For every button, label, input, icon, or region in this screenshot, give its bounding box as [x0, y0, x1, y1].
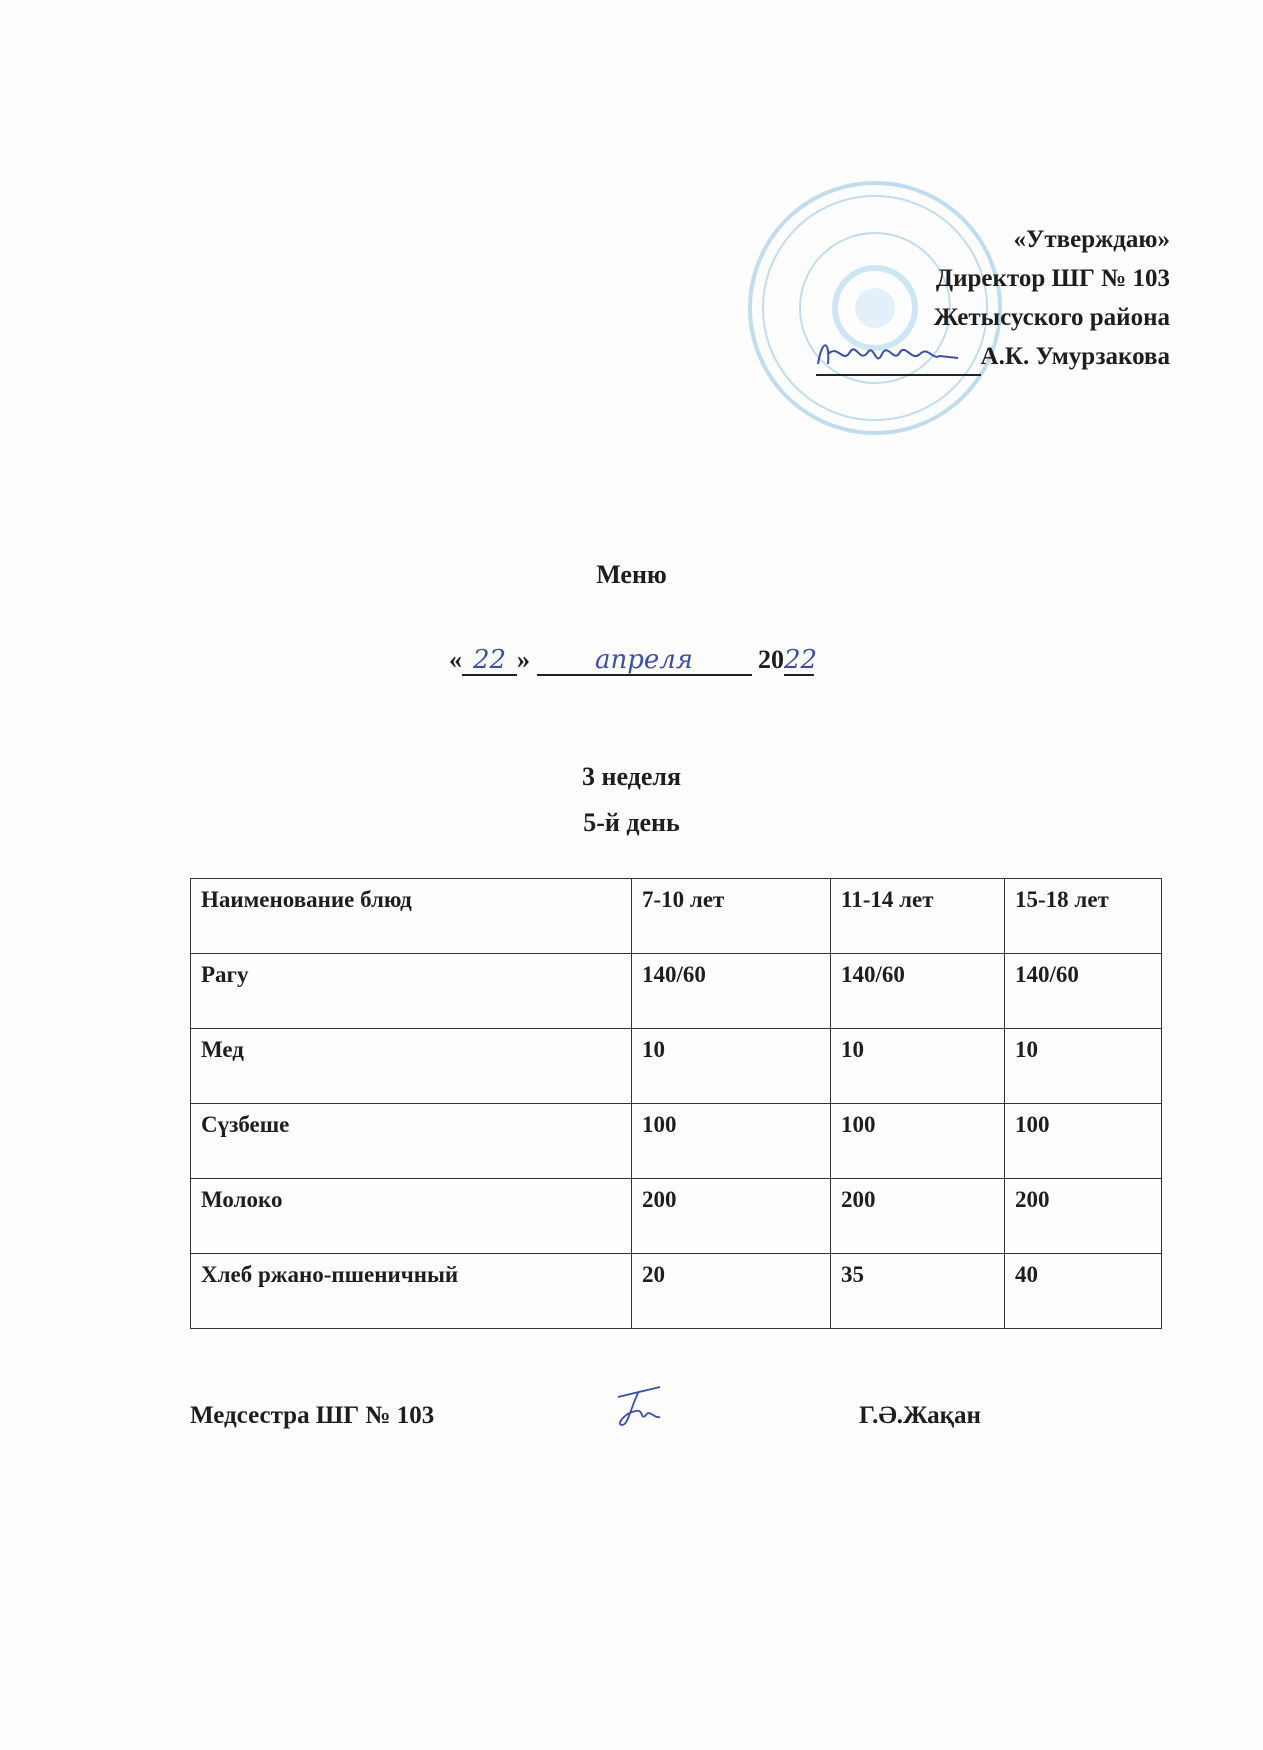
- week-label: 3 неделя: [581, 762, 682, 791]
- table-row: [191, 1029, 1162, 1104]
- portion: 100: [1005, 1104, 1162, 1179]
- district: Жетысуского района: [933, 304, 1170, 331]
- dish-name: Молоко: [191, 1179, 632, 1254]
- portion: 20: [632, 1254, 831, 1329]
- portion: 140/60: [1005, 954, 1162, 1029]
- date-day: 22: [462, 646, 517, 676]
- header-age-11-14: 11-14 лет: [831, 879, 1005, 954]
- year-prefix: 20: [758, 645, 784, 674]
- portion: 10: [831, 1029, 1005, 1104]
- table-row: [191, 1254, 1162, 1329]
- dish-name: Мед: [191, 1029, 632, 1104]
- portion: 10: [1005, 1029, 1162, 1104]
- table-row: [191, 954, 1162, 1029]
- date-line: « 22 » апреля 2022: [449, 645, 818, 675]
- approval-block: [816, 220, 1170, 376]
- director-signature-line: [816, 337, 1170, 376]
- director-signature: [816, 346, 981, 376]
- table-header-row: [191, 879, 1162, 954]
- nurse-position: Медсестра ШГ № 103: [190, 1402, 435, 1429]
- portion: 100: [632, 1104, 831, 1179]
- day-label: 5-й день: [583, 808, 680, 837]
- dish-name: Сүзбеше: [191, 1104, 632, 1179]
- portion: 40: [1005, 1254, 1162, 1329]
- portion: 200: [632, 1179, 831, 1254]
- portion: 140/60: [632, 954, 831, 1029]
- header-age-15-18: 15-18 лет: [1005, 879, 1162, 954]
- table-row: [191, 1179, 1162, 1254]
- portion: 100: [831, 1104, 1005, 1179]
- document-title: Меню: [596, 560, 667, 589]
- nurse-name: Г.Ә.Жақан: [859, 1402, 981, 1429]
- portion: 200: [831, 1179, 1005, 1254]
- director-name: А.К. Умурзакова: [980, 343, 1170, 370]
- year-suffix: 22: [784, 645, 818, 675]
- dish-name: Хлеб ржано-пшеничный: [191, 1254, 632, 1329]
- date-month: апреля: [537, 646, 752, 676]
- portion: 35: [831, 1254, 1005, 1329]
- portion: 140/60: [831, 954, 1005, 1029]
- portion: 10: [632, 1029, 831, 1104]
- header-dish: Наименование блюд: [191, 879, 632, 954]
- header-age-7-10: 7-10 лет: [632, 879, 831, 954]
- dish-name: Рагу: [191, 954, 632, 1029]
- menu-table: [190, 878, 1162, 1329]
- portion: 200: [1005, 1179, 1162, 1254]
- nurse-signature: [610, 1385, 670, 1430]
- director-title: Директор ШГ № 103: [935, 265, 1170, 292]
- approval-heading: «Утверждаю»: [1013, 226, 1170, 253]
- table-row: [191, 1104, 1162, 1179]
